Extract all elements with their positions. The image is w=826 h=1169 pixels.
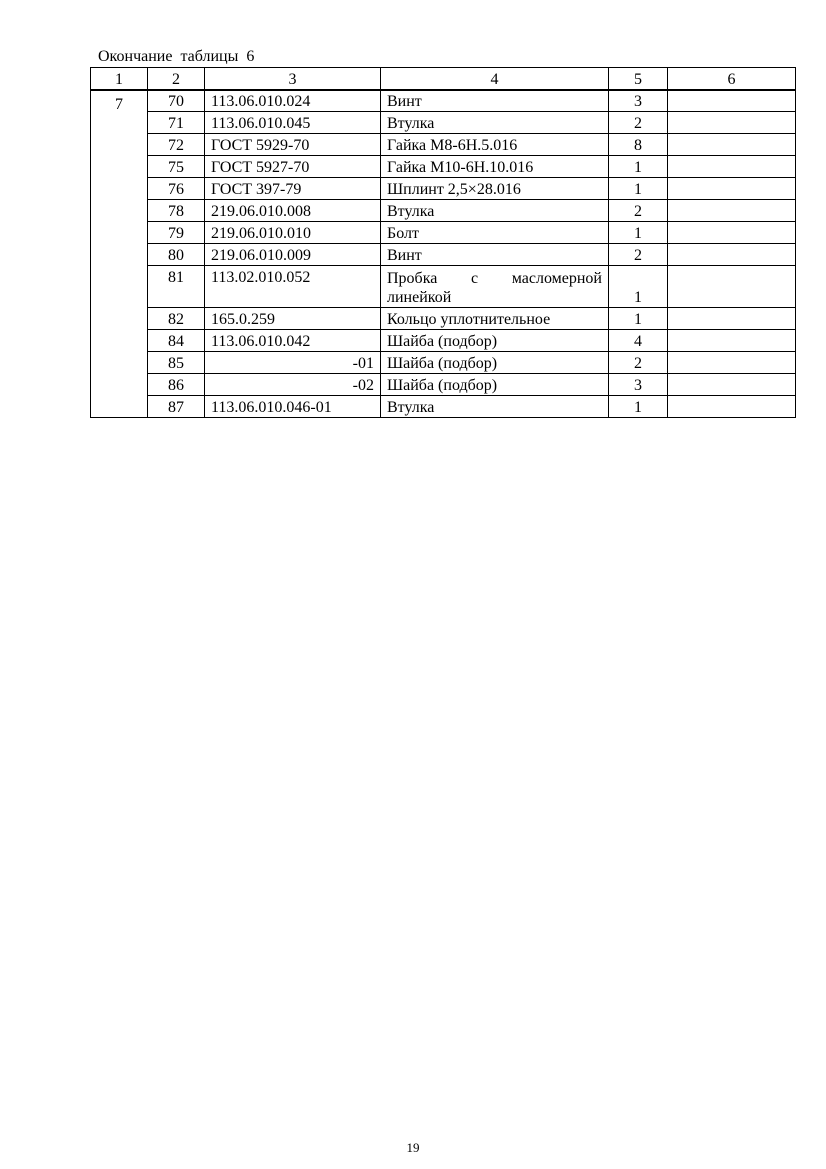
note-cell bbox=[668, 266, 796, 308]
table-row bbox=[91, 244, 796, 266]
position-cell: 76 bbox=[148, 178, 205, 200]
quantity-cell: 2 bbox=[609, 112, 668, 134]
table-body bbox=[91, 90, 796, 418]
note-cell bbox=[668, 222, 796, 244]
header-col-5: 5 bbox=[609, 68, 668, 90]
note-cell bbox=[668, 352, 796, 374]
table-caption: Окончание таблицы 6 bbox=[98, 48, 255, 65]
name-cell: Втулка bbox=[381, 200, 609, 222]
position-cell: 71 bbox=[148, 112, 205, 134]
quantity-cell: 8 bbox=[609, 134, 668, 156]
position-cell: 79 bbox=[148, 222, 205, 244]
note-cell bbox=[668, 374, 796, 396]
designation-cell: ГОСТ 397-79 bbox=[205, 178, 381, 200]
note-cell bbox=[668, 178, 796, 200]
name-cell: Шайба (подбор) bbox=[381, 374, 609, 396]
position-cell: 86 bbox=[148, 374, 205, 396]
designation-cell: 165.0.259 bbox=[205, 308, 381, 330]
quantity-cell: 1 bbox=[609, 308, 668, 330]
designation-cell: 113.02.010.052 bbox=[205, 266, 381, 308]
name-cell: Гайка М8-6Н.5.016 bbox=[381, 134, 609, 156]
note-cell bbox=[668, 200, 796, 222]
position-cell: 70 bbox=[148, 90, 205, 112]
quantity-cell: 1 bbox=[609, 156, 668, 178]
table-row bbox=[91, 90, 796, 112]
table-row bbox=[91, 266, 796, 308]
position-cell: 75 bbox=[148, 156, 205, 178]
designation-cell: 113.06.010.046-01 bbox=[205, 396, 381, 418]
quantity-cell: 1 bbox=[609, 396, 668, 418]
parts-table bbox=[90, 67, 796, 418]
note-cell bbox=[668, 308, 796, 330]
name-cell: Кольцо уплотнительное bbox=[381, 308, 609, 330]
designation-cell: -01 bbox=[205, 352, 381, 374]
table-row bbox=[91, 396, 796, 418]
quantity-cell: 3 bbox=[609, 90, 668, 112]
quantity-cell: 1 bbox=[609, 178, 668, 200]
note-cell bbox=[668, 112, 796, 134]
name-cell: Болт bbox=[381, 222, 609, 244]
table-row bbox=[91, 222, 796, 244]
name-cell: Шплинт 2,5×28.016 bbox=[381, 178, 609, 200]
position-cell: 78 bbox=[148, 200, 205, 222]
quantity-cell: 1 bbox=[609, 266, 668, 308]
quantity-cell: 2 bbox=[609, 244, 668, 266]
name-cell: Пробка с масломерной линейкой bbox=[381, 266, 609, 308]
name-cell: Шайба (подбор) bbox=[381, 352, 609, 374]
position-cell: 85 bbox=[148, 352, 205, 374]
header-col-3: 3 bbox=[205, 68, 381, 90]
note-cell bbox=[668, 244, 796, 266]
name-cell: Втулка bbox=[381, 396, 609, 418]
name-cell: Втулка bbox=[381, 112, 609, 134]
header-row bbox=[91, 68, 796, 90]
designation-cell: 219.06.010.010 bbox=[205, 222, 381, 244]
note-cell bbox=[668, 134, 796, 156]
note-cell bbox=[668, 156, 796, 178]
table-row bbox=[91, 156, 796, 178]
header-col-2: 2 bbox=[148, 68, 205, 90]
note-cell bbox=[668, 90, 796, 112]
table-row bbox=[91, 308, 796, 330]
designation-cell: ГОСТ 5929-70 bbox=[205, 134, 381, 156]
note-cell bbox=[668, 330, 796, 352]
table-row bbox=[91, 352, 796, 374]
name-cell: Гайка М10-6Н.10.016 bbox=[381, 156, 609, 178]
header-col-4: 4 bbox=[381, 68, 609, 90]
table-row bbox=[91, 134, 796, 156]
position-cell: 82 bbox=[148, 308, 205, 330]
header-col-6: 6 bbox=[668, 68, 796, 90]
name-cell: Винт bbox=[381, 90, 609, 112]
quantity-cell: 4 bbox=[609, 330, 668, 352]
quantity-cell: 1 bbox=[609, 222, 668, 244]
table-row bbox=[91, 112, 796, 134]
designation-cell: 113.06.010.024 bbox=[205, 90, 381, 112]
page-number: 19 bbox=[406, 1140, 420, 1155]
position-cell: 80 bbox=[148, 244, 205, 266]
designation-cell: 113.06.010.045 bbox=[205, 112, 381, 134]
note-cell bbox=[668, 396, 796, 418]
quantity-cell: 3 bbox=[609, 374, 668, 396]
group-cell: 7 bbox=[91, 90, 148, 418]
position-cell: 84 bbox=[148, 330, 205, 352]
designation-cell: 113.06.010.042 bbox=[205, 330, 381, 352]
table-row bbox=[91, 200, 796, 222]
name-cell: Шайба (подбор) bbox=[381, 330, 609, 352]
designation-cell: 219.06.010.009 bbox=[205, 244, 381, 266]
designation-cell: ГОСТ 5927-70 bbox=[205, 156, 381, 178]
position-cell: 81 bbox=[148, 266, 205, 308]
table-row bbox=[91, 330, 796, 352]
position-cell: 72 bbox=[148, 134, 205, 156]
designation-cell: 219.06.010.008 bbox=[205, 200, 381, 222]
quantity-cell: 2 bbox=[609, 352, 668, 374]
quantity-cell: 2 bbox=[609, 200, 668, 222]
table-row bbox=[91, 374, 796, 396]
position-cell: 87 bbox=[148, 396, 205, 418]
table-row bbox=[91, 178, 796, 200]
header-col-1: 1 bbox=[91, 68, 148, 90]
designation-cell: -02 bbox=[205, 374, 381, 396]
name-cell: Винт bbox=[381, 244, 609, 266]
